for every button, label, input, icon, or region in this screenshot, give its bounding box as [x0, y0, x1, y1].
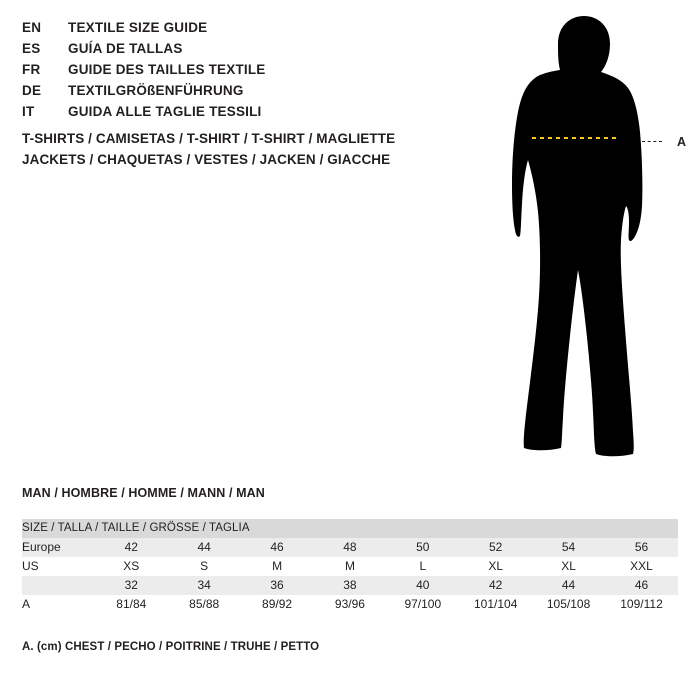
cell: XL: [459, 557, 532, 576]
marker-label-a: A: [676, 135, 686, 149]
language-code: ES: [22, 41, 41, 56]
cell: 54: [532, 538, 605, 557]
language-title: GUIDE DES TAILLES TEXTILE: [68, 62, 266, 77]
language-row: [22, 62, 442, 83]
table-row: [22, 538, 678, 557]
garment-line-tshirts: T-SHIRTS / CAMISETAS / T-SHIRT / T-SHIRT / MAGLIETTE: [22, 131, 396, 146]
cell: XXL: [605, 557, 678, 576]
cell: M: [241, 557, 314, 576]
language-row: [22, 41, 442, 62]
cell: 56: [605, 538, 678, 557]
language-row: [22, 83, 442, 104]
cell: S: [168, 557, 241, 576]
cell: 50: [386, 538, 459, 557]
cell: 38: [314, 576, 387, 595]
cell: 32: [95, 576, 168, 595]
cell: 40: [386, 576, 459, 595]
language-title: GUÍA DE TALLAS: [68, 41, 183, 56]
male-silhouette-icon: [470, 8, 690, 478]
cell: 44: [168, 538, 241, 557]
language-header-block: [22, 20, 442, 125]
cell: 101/104: [459, 595, 532, 614]
table-header-row: [22, 519, 678, 538]
cell: 85/88: [168, 595, 241, 614]
cell: 48: [314, 538, 387, 557]
table-row: [22, 595, 678, 614]
garment-category-block: [22, 128, 462, 170]
cell: M: [314, 557, 387, 576]
language-title: TEXTILGRÖßENFÜHRUNG: [68, 83, 244, 98]
cell: XL: [532, 557, 605, 576]
row-label: Europe: [22, 538, 95, 557]
language-code: IT: [22, 104, 35, 119]
language-title: TEXTILE SIZE GUIDE: [68, 20, 208, 35]
cell: 42: [95, 538, 168, 557]
garment-line-jackets: JACKETS / CHAQUETAS / VESTES / JACKEN / GIACCHE: [22, 152, 391, 167]
language-code: DE: [22, 83, 42, 98]
marker-dash-line: [642, 141, 662, 142]
language-row: [22, 20, 442, 41]
cell: L: [386, 557, 459, 576]
cell: 34: [168, 576, 241, 595]
gender-label: MAN / HOMBRE / HOMME / MANN / MAN: [22, 486, 265, 500]
language-row: [22, 104, 442, 125]
cell: 36: [241, 576, 314, 595]
cell: 42: [459, 576, 532, 595]
male-figure-illustration: [470, 8, 690, 478]
cell: 97/100: [386, 595, 459, 614]
table-row: [22, 576, 678, 595]
footnote-chest: A. (cm) CHEST / PECHO / POITRINE / TRUHE / PETTO: [22, 641, 320, 653]
cell: 93/96: [314, 595, 387, 614]
row-label: [22, 576, 95, 595]
size-table: [22, 519, 678, 614]
cell: 105/108: [532, 595, 605, 614]
cell: 44: [532, 576, 605, 595]
language-title: GUIDA ALLE TAGLIE TESSILI: [68, 104, 262, 119]
cell: 46: [241, 538, 314, 557]
cell: 81/84: [95, 595, 168, 614]
table-header-title: SIZE / TALLA / TAILLE / GRÖSSE / TAGLIA: [22, 519, 678, 538]
row-label: US: [22, 557, 95, 576]
cell: 46: [605, 576, 678, 595]
language-code: EN: [22, 20, 42, 35]
cell: 109/112: [605, 595, 678, 614]
cell: 52: [459, 538, 532, 557]
language-code: FR: [22, 62, 41, 77]
cell: XS: [95, 557, 168, 576]
row-label: A: [22, 595, 95, 614]
table-row: [22, 557, 678, 576]
cell: 89/92: [241, 595, 314, 614]
